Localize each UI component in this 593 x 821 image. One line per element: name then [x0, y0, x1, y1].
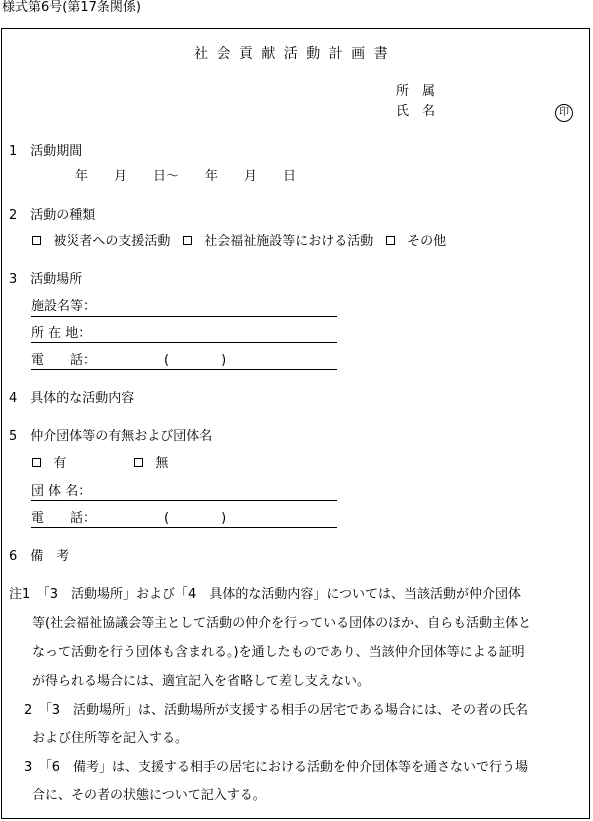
section-6-heading: 6 備 考	[9, 549, 70, 564]
intermediary-yes	[32, 456, 66, 472]
yes-label: 有	[53, 456, 67, 471]
form-frame	[1, 28, 590, 819]
intermediary-no	[134, 456, 168, 472]
address-label: 所 在 地：	[31, 326, 92, 341]
activity-period[interactable]: 年 月 日〜 年 月 日	[75, 169, 297, 184]
note-3-line-1: 3 「6 備考」は、支援する相手の居宅における活動を仲介団体等を通さないで行う場	[24, 760, 529, 775]
note-1-line-3: なって活動を行う団体も含まれる。)を通したものであり、当該仲介団体等による証明	[32, 645, 525, 660]
note-2-line-2: および住所等を記入する。	[32, 731, 189, 746]
section-3-heading: 3 活動場所	[9, 272, 83, 287]
note-1-line-1: 注1 「3 活動場所」および「4 具体的な活動内容」については、当該活動が仲介団体	[9, 587, 522, 602]
checkbox-no[interactable]	[134, 458, 143, 467]
group-name-label: 団 体 名：	[31, 484, 92, 499]
option-welfare-facility-label: 社会福祉施設等における活動	[204, 234, 374, 249]
option-disaster-support-label: 被災者への支援活動	[53, 234, 171, 249]
section-5-heading: 5 仲介団体等の有無および団体名	[9, 429, 213, 444]
checkbox-welfare-facility[interactable]	[183, 236, 192, 245]
address-field[interactable]	[31, 342, 337, 343]
page-title: 社 会 貢 献 活 動 計 画 書	[194, 46, 390, 62]
section-1-heading: 1 活動期間	[9, 144, 83, 159]
note-3-line-2: 合に、その者の状態について記入する。	[32, 788, 266, 803]
group-phone-label: 電 話：	[31, 511, 97, 526]
checkbox-other[interactable]	[386, 236, 395, 245]
seal-mark: 印	[555, 104, 573, 122]
form-number: 様式第6号(第17条関係)	[2, 0, 141, 15]
checkbox-disaster-support[interactable]	[32, 236, 41, 245]
group-name-field[interactable]	[31, 500, 337, 501]
group-phone-field[interactable]	[31, 527, 337, 528]
no-label: 無	[155, 456, 169, 471]
section-4-heading: 4 具体的な活動内容	[9, 391, 135, 406]
phone-parens: ( )	[164, 353, 227, 368]
section-2-heading: 2 活動の種類	[9, 208, 96, 223]
phone-label: 電 話：	[31, 353, 97, 368]
option-other-label: その他	[407, 234, 447, 249]
phone-field[interactable]	[31, 369, 337, 370]
note-1-line-2: 等(社会福祉協議会等主として活動の仲介を行っている団体のほか、自らも活動主体と	[32, 616, 532, 631]
note-2-line-1: 2 「3 活動場所」は、活動場所が支援する相手の居宅である場合には、その者の氏名	[24, 703, 529, 718]
activity-type-options	[32, 234, 446, 250]
facility-name-field[interactable]	[31, 316, 337, 317]
name-label: 氏 名	[396, 104, 436, 119]
affiliation-label: 所 属	[396, 84, 436, 99]
note-1-line-4: が得られる場合には、適宜記入を省略して差し支えない。	[32, 674, 371, 689]
group-phone-parens: ( )	[164, 511, 227, 526]
checkbox-yes[interactable]	[32, 458, 41, 467]
facility-name-label: 施設名等：	[31, 299, 97, 314]
